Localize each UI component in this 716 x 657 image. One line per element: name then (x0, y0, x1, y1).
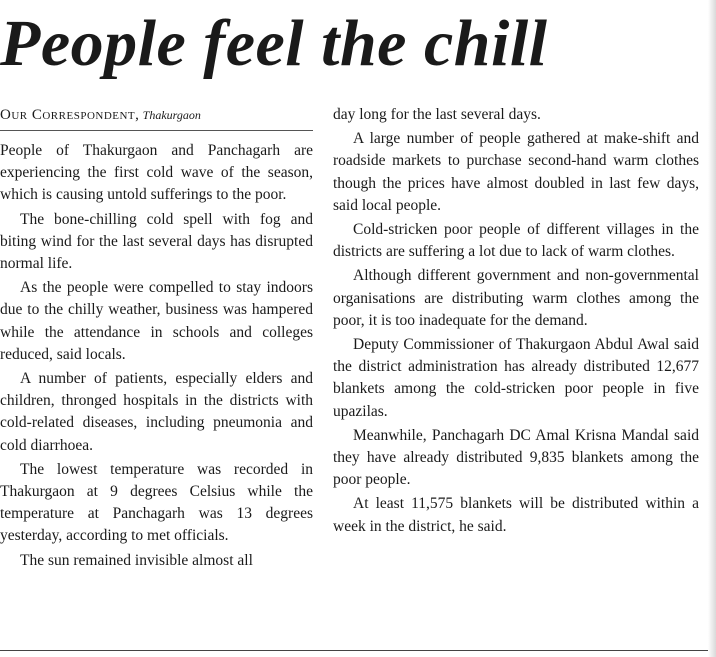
article-paragraph: A number of patients, especially elders and children, thronged hospitals in the districts with cold-related diseases, including pneumonia and cold diarrhoea. (0, 370, 313, 454)
article-paragraph: The bone-chilling cold spell with fog and biting wind for the last several days has disrupted normal life. (0, 210, 313, 273)
article-paragraph: Cold-stricken poor people of different villages in the districts are suffering a lot due to lack of warm clothes. (333, 221, 699, 261)
article-paragraph: Although different government and non-governmental organisations are distributing warm clothes among the poor, it is too inadequate for the demand. (333, 267, 699, 329)
article-paragraph: At least 11,575 blankets will be distributed within a week in the district, he said. (333, 495, 699, 535)
article-paragraph: As the people were compelled to stay indoors due to the chilly weather, business was hampered while the attendance in schools and colleges reduced, said locals. (0, 279, 313, 363)
bottom-rule (0, 650, 716, 651)
article-paragraph: People of Thakurgaon and Panchagarh are experiencing the first cold wave of the season, which is causing untold sufferings to the poor. (0, 142, 313, 204)
byline-rule (0, 130, 313, 131)
article-column-2 (333, 104, 699, 540)
article-paragraph: Deputy Commissioner of Thakurgaon Abdul Awal said the district administration has already distributed 12,677 blankets among the cold-stricken poor people in five upazilas. (333, 336, 699, 420)
byline-location: Thakurgaon (142, 108, 201, 122)
article-paragraph: The sun remained invisible almost all (20, 551, 253, 569)
article-paragraph: The lowest temperature was recorded in Thakurgaon at 9 degrees Celsius while the temperature at Panchagarh was 13 degrees yesterday, according to met officials. (0, 460, 313, 545)
byline (0, 106, 313, 124)
article-paragraph: day long for the last several days. (333, 106, 541, 123)
article-paragraph: Meanwhile, Panchagarh DC Amal Krisna Mandal said they have already distributed 9,835 blankets among the poor people. (333, 426, 699, 489)
headline: People feel the chill (0, 7, 548, 80)
page-edge-shadow (708, 0, 716, 657)
article-paragraph: A large number of people gathered at make-shift and roadside markets to purchase second-hand warm clothes though the prices have almost doubled in last few days, said local people. (333, 130, 699, 214)
byline-correspondent: Our Correspondent, (0, 107, 140, 123)
article-column-1 (0, 140, 313, 574)
